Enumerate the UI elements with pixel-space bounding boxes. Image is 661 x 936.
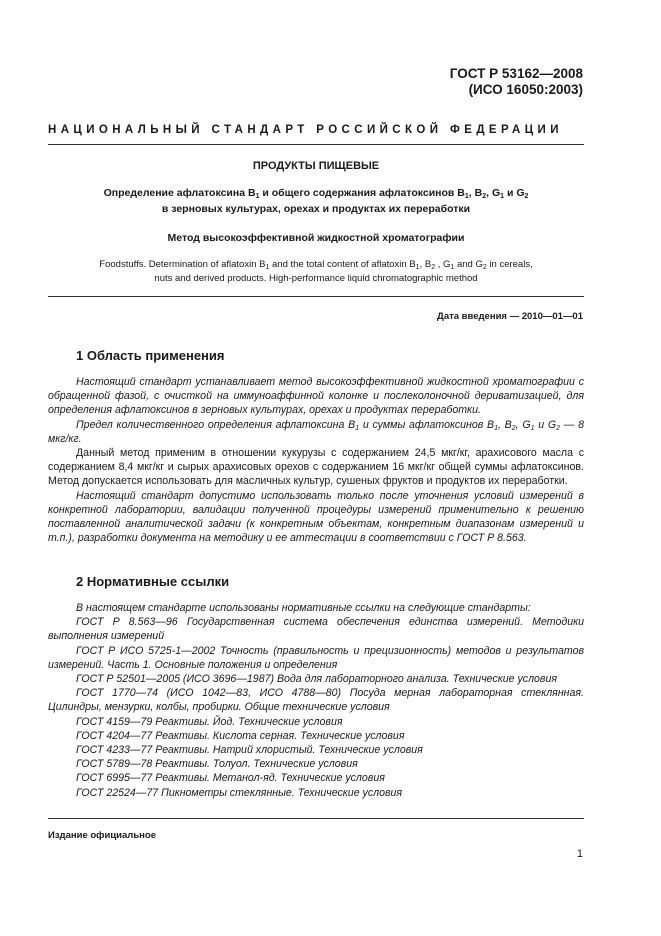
national-standard-line: НАЦИОНАЛЬНЫЙ СТАНДАРТ РОССИЙСКОЙ ФЕДЕРАЦИИ: [48, 124, 563, 136]
footer-rule: [48, 818, 584, 819]
standard-code: ГОСТ Р 53162—2008: [449, 66, 583, 81]
reference-item: ГОСТ 1770—74 (ИСО 1042—83, ИСО 4788—80) Посуда мерная лабораторная стеклянная. Цилиндры, мензурки, колбы, пробирки. Общие технические условия: [48, 687, 584, 714]
title-main: ПРОДУКТЫ ПИЩЕВЫЕ: [252, 160, 380, 172]
reference-item: ГОСТ 5789—78 Реактивы. Толуол. Технические условия: [76, 758, 358, 771]
english-line-2: nuts and derived products. High-performance liquid chromatographic method: [154, 273, 478, 284]
reference-item: ГОСТ Р 52501—2005 (ИСО 3696—1987) Вода для лабораторного анализа. Технические условия: [76, 673, 558, 686]
official-edition-label: Издание официальное: [48, 830, 156, 841]
subtitle-line-2: в зерновых культурах, орехах и продуктах их переработки: [161, 203, 471, 215]
title-method: Метод высокоэффективной жидкостной хроматографии: [167, 232, 465, 244]
reference-item: ГОСТ 4204—77 Реактивы. Кислота серная. Технические условия: [76, 729, 405, 742]
date-introduction: Дата введения — 2010—01—01: [437, 311, 583, 322]
reference-item: ГОСТ Р 8.563—96 Государственная система обеспечения единства измерений. Методики выполнения измерений: [48, 616, 584, 643]
section-1-body: [48, 375, 584, 545]
title-rule: [48, 296, 584, 297]
reference-item: ГОСТ 22524—77 Пикнометры стеклянные. Технические условия: [76, 786, 403, 799]
section-2-body: [48, 601, 584, 800]
title-subtitle: [48, 185, 584, 217]
reference-item: ГОСТ 6995—77 Реактивы. Метанол-яд. Технические условия: [76, 772, 385, 785]
english-line-1: Foodstuffs. Determination of aflatoxin $B_1$ and the total content of aflatoxin $B_1$, $B_2$ , $G_1$ and $G_2$ in cereals,: [99, 259, 533, 271]
reference-item: ГОСТ 4159—79 Реактивы. Йод. Технические условия: [76, 715, 343, 728]
section-1-heading: 1 Область применения: [76, 348, 225, 363]
title-english: [48, 258, 584, 286]
page-number: 1: [576, 848, 583, 860]
reference-item: ГОСТ Р ИСО 5725-1—2002 Точность (правильность и прецизионность) методов и результатов измерений. Часть 1. Основные положения и определения: [48, 644, 584, 671]
reference-item: ГОСТ 4233—77 Реактивы. Натрий хлористый. Технические условия: [76, 744, 423, 757]
header-rule: [48, 144, 584, 145]
section-2-heading: 2 Нормативные ссылки: [76, 574, 230, 589]
scope-paragraph-4: Настоящий стандарт допустимо использовать только после уточнения условий измерений в конкретной лаборатории, валидации полученной процедуры измерений применительно к решению поставленной аналитической задачи (к конкретным объектам, конкретным диапазонам измерений и т.п.), разработки документа на методику и ее аттестации в соответствии с ГОСТ Р 8.563.: [48, 489, 584, 545]
iso-code: (ИСО 16050:2003): [468, 82, 583, 97]
scope-paragraph-2: Предел количественного определения афлатоксина $B_1$ и суммы афлатоксинов $B_1$, $B_2$, $G_1$ и $G_2$ — 8 мкг/кг.: [48, 418, 584, 445]
subtitle-line-1: Определение афлатоксина $B_1$ и общего содержания афлатоксинов $B_1$, $B_2$, $G_1$ и $G_2$: [103, 187, 529, 200]
scope-paragraph-3: Данный метод применим в отношении кукурузы с содержанием 24,5 мкг/кг, арахисового масла с содержанием 8,4 мкг/кг и сырых арахисовых орехов с содержанием 16 мкг/кг общей суммы афлатоксинов. Метод допускается использовать для масличных культур, сушеных фруктов и продуктов их переработки.: [48, 447, 584, 488]
references-intro: В настоящем стандарте использованы нормативные ссылки на следующие стандарты:: [76, 602, 531, 614]
scope-paragraph-1: Настоящий стандарт устанавливает метод высокоэффективной жидкостной хроматографии с обращенной фазой, с очисткой на иммуноаффинной колонке и послеколоночной дериватизацией, для определения афлатоксинов в зерновых культурах, орехах и продуктах переработки.: [48, 376, 584, 417]
standard-code-block: [450, 66, 583, 98]
